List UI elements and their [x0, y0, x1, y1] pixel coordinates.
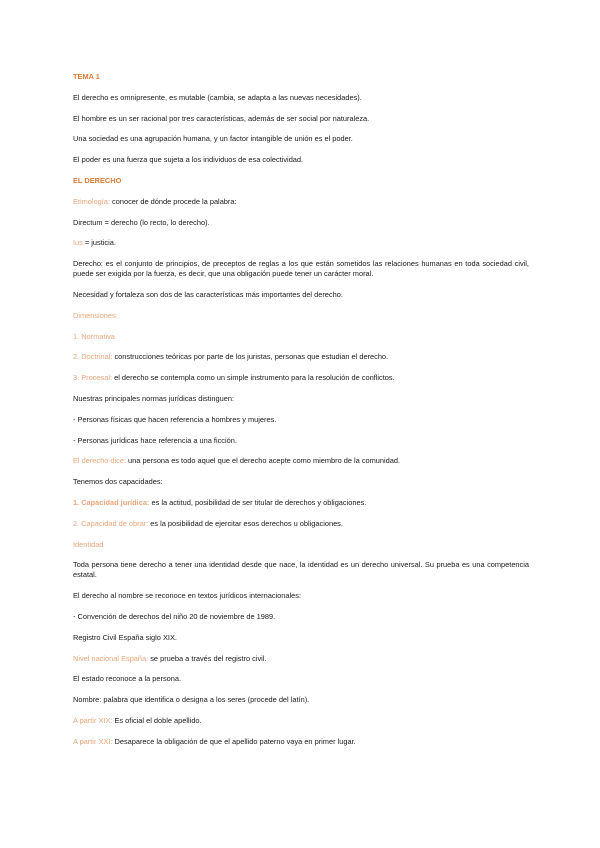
derecho-dice-line [73, 456, 529, 466]
term-label: A partir XXI: [73, 736, 113, 746]
capacity-item [73, 519, 529, 529]
term-label: Ius [73, 238, 83, 248]
term-label: 2. Doctrinal: [73, 352, 113, 362]
term-text: se prueba a través del registro civil. [148, 653, 267, 663]
term-text: el derecho se contempla como un simple instrumento para la resolución de conflictos. [112, 373, 395, 383]
term-text: Es oficial el doble apellido. [112, 715, 202, 725]
term-text: conocer de dónde procede la palabra: [109, 196, 237, 206]
dimension-item [73, 352, 529, 362]
dimension-item [73, 373, 529, 383]
xix-line [73, 716, 529, 726]
identidad-heading: Identidad [73, 539, 104, 549]
term-label: 2. Capacidad de obrar: [73, 518, 149, 528]
term-label: El derecho dice: [73, 456, 126, 466]
section-heading-derecho: EL DERECHO [73, 175, 122, 185]
paragraph: Registro Civil España siglo XIX. [73, 632, 177, 642]
term-label: 3. Procesal: [73, 373, 113, 383]
paragraph: Toda persona tiene derecho a tener una identidad desde que nace, la identidad es un derecho universal. Su prueba es una competencia estatal. [73, 560, 529, 580]
capacity-item [73, 498, 529, 508]
paragraph: El derecho es omnipresente, es mutable (cambia, se adapta a las nuevas necesidades). [73, 92, 362, 102]
term-text: Desaparece la obligación de que el apellido paterno vaya en primer lugar. [112, 736, 356, 746]
term-label: Etimología: [73, 196, 110, 206]
document-title: TEMA 1 [73, 72, 100, 81]
term-label: Nivel nacional España: [73, 653, 149, 663]
term-text: es la posibilidad de ejercitar esos derechos u obligaciones. [148, 518, 343, 528]
xxi-line [73, 737, 529, 747]
etimologia-line [73, 197, 529, 207]
paragraph: Tenemos dos capacidades: [73, 477, 163, 487]
term-text: una persona es todo aquel que el derecho acepte como miembro de la comunidad. [126, 456, 401, 466]
paragraph: Una sociedad es una agrupación humana, y un factor intangible de unión es el poder. [73, 134, 353, 144]
list-item: - Convención de derechos del niño 20 de noviembre de 1989. [73, 611, 276, 621]
list-item: - Personas físicas que hacen referencia a hombres y mujeres. [73, 414, 277, 424]
list-item: - Personas jurídicas hace referencia a una ficción. [73, 435, 237, 445]
dimensiones-heading: Dimensiones: [73, 310, 118, 320]
term-text: = justicia. [82, 238, 116, 248]
paragraph: El poder es una fuerza que sujeta a los individuos de esa colectividad. [73, 155, 304, 165]
nivel-line [73, 654, 529, 664]
paragraph: Nombre: palabra que identifica o designa a los seres (procede del latín). [73, 695, 310, 705]
term-text: construcciones teóricas por parte de los juristas, personas que estudian el derecho. [112, 352, 389, 362]
paragraph: Directum = derecho (lo recto, lo derecho). [73, 217, 210, 227]
paragraph: Necesidad y fortaleza son dos de las características más importantes del derecho. [73, 289, 343, 299]
term-label: A partir XIX: [73, 715, 113, 725]
document-body [73, 72, 529, 758]
paragraph: Nuestras principales normas jurídicas distinguen: [73, 393, 235, 403]
term-text: es la actitud, posibilidad de ser titular de derechos y obligaciones. [149, 497, 367, 507]
dimension-item: 1. Normativa [73, 331, 115, 341]
term-label: 1. Capacidad jurídica: [73, 497, 150, 507]
paragraph: El hombre es un ser racional por tres características, además de ser social por naturaleza. [73, 113, 370, 123]
ius-line [73, 238, 529, 248]
definition-paragraph: Derecho: es el conjunto de principios, de preceptos de reglas a los que están sometidos las relaciones humanas en toda sociedad civil, puede ser exigida por la fuerza, es decir, que una obligación puede tener un carácter moral. [73, 259, 529, 279]
paragraph: El estado reconoce a la persona. [73, 674, 182, 684]
paragraph: El derecho al nombre se reconoce en textos jurídicos internacionales: [73, 591, 302, 601]
